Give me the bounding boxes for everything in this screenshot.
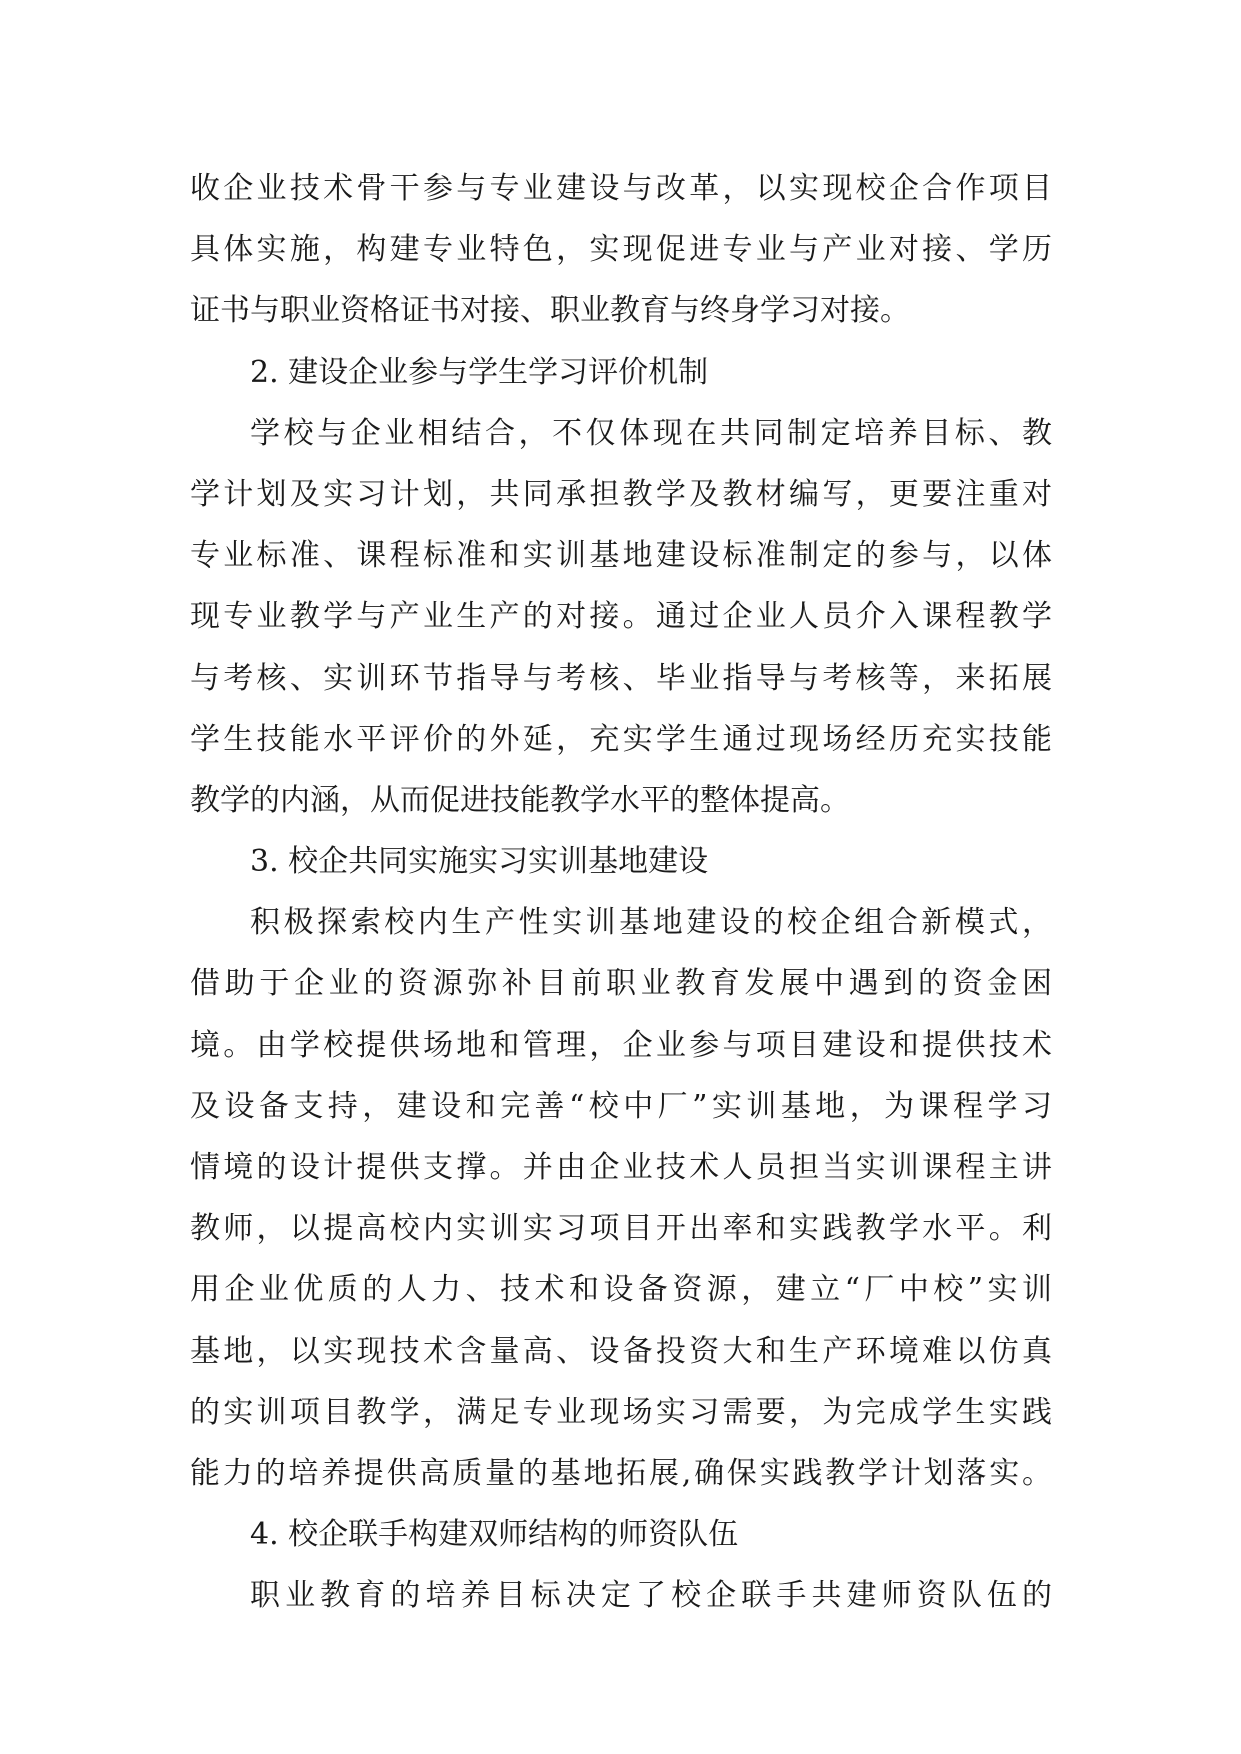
text-line: 境。由学校提供场地和管理，企业参与项目建设和提供技术: [190, 1027, 1052, 1063]
text-line: 学生技能水平评价的外延，充实学生通过现场经历充实技能: [190, 721, 1052, 757]
text-line: 教师，以提高校内实训实习项目开出率和实践教学水平。利: [190, 1211, 1052, 1247]
text-line: 与考核、实训环节指导与考核、毕业指导与考核等，来拓展: [190, 660, 1052, 696]
text-line: 用企业优质的人力、技术和设备资源，建立“厂中校”实训: [190, 1272, 1052, 1308]
text-line: 的实训项目教学，满足专业现场实习需要，为完成学生实践: [190, 1394, 1052, 1430]
text-line: 及设备支持，建设和完善“校中厂”实训基地，为课程学习: [190, 1088, 1052, 1124]
text-line: 学计划及实习计划，共同承担教学及教材编写，更要注重对: [190, 476, 1052, 512]
section-heading: 2. 建设企业参与学生学习评价机制: [250, 354, 709, 390]
text-line: 能力的培养提供高质量的基地拓展,确保实践教学计划落实。: [190, 1455, 1052, 1491]
text-line: 积极探索校内生产性实训基地建设的校企组合新模式，: [250, 905, 1052, 941]
text-line: 基地，以实现技术含量高、设备投资大和生产环境难以仿真: [190, 1333, 1052, 1369]
document-body: [190, 158, 1052, 1627]
text-line: 情境的设计提供支撑。并由企业技术人员担当实训课程主讲: [190, 1150, 1052, 1185]
section-heading: 3. 校企共同实施实习实训基地建设: [250, 844, 709, 880]
text-line: 借助于企业的资源弥补目前职业教育发展中遇到的资金困: [190, 966, 1052, 1002]
text-line: 证书与职业资格证书对接、职业教育与终身学习对接。: [190, 293, 910, 329]
text-line: 专业标准、课程标准和实训基地建设标准制定的参与，以体: [190, 538, 1052, 574]
section-heading: 4. 校企联手构建双师结构的师资队伍: [250, 1517, 739, 1553]
text-line: 学校与企业相结合，不仅体现在共同制定培养目标、教: [250, 415, 1052, 451]
text-line: 教学的内涵，从而促进技能教学水平的整体提高。: [190, 782, 850, 818]
text-line: 职业教育的培养目标决定了校企联手共建师资队伍的: [250, 1578, 1052, 1614]
text-line: 现专业教学与产业生产的对接。通过企业人员介入课程教学: [190, 599, 1052, 635]
text-line: 具体实施，构建专业特色，实现促进专业与产业对接、学历: [190, 232, 1052, 268]
text-line: 收企业技术骨干参与专业建设与改革，以实现校企合作项目: [190, 171, 1052, 206]
